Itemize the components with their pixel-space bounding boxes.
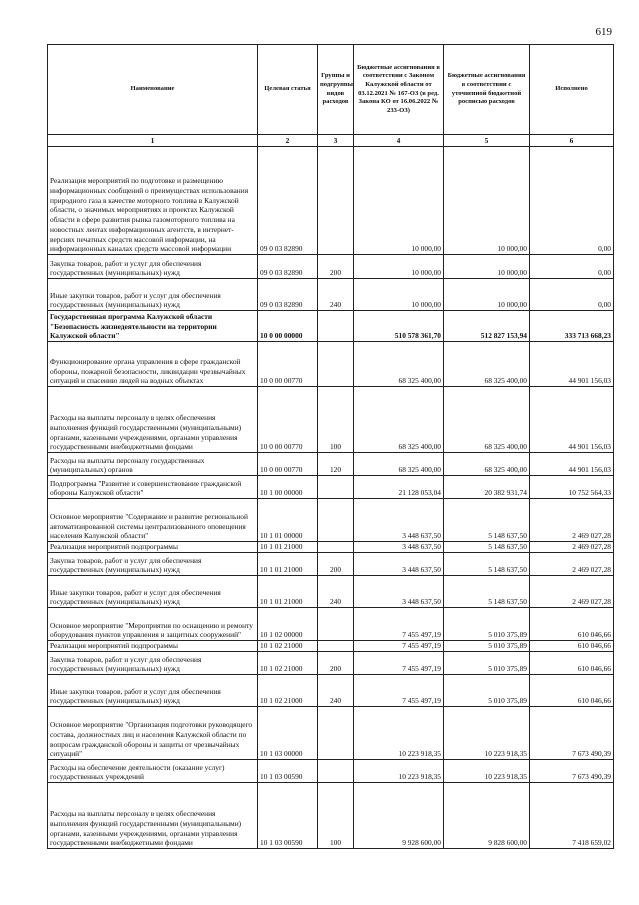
row-refined: 5 148 637,50 — [444, 542, 530, 553]
row-expense-group — [318, 542, 354, 553]
row-expense-group — [318, 608, 354, 641]
row-refined: 10 223 918,35 — [444, 760, 530, 783]
row-name: Реализация мероприятий подпрограммы — [48, 542, 258, 553]
row-executed: 7 673 490,39 — [530, 707, 614, 760]
row-name: Основное мероприятие "Содержание и развитие региональной автоматизированной системы централизованного оповещения населения Калужской области" — [48, 499, 258, 542]
row-target-article: 09 0 03 82890 — [258, 147, 318, 255]
header-name: Наименование — [48, 45, 258, 135]
header-executed: Исполнено — [530, 45, 614, 135]
budget-execution-table — [47, 44, 614, 849]
row-refined: 5 148 637,50 — [444, 499, 530, 542]
row-target-article: 10 1 03 00590 — [258, 760, 318, 783]
row-refined: 68 325 400,00 — [444, 387, 530, 453]
row-refined: 5 148 637,50 — [444, 576, 530, 608]
row-executed: 333 713 668,23 — [530, 311, 614, 342]
row-refined: 68 325 400,00 — [444, 453, 530, 476]
row-target-article: 09 0 03 82890 — [258, 255, 318, 279]
row-name: Иные закупки товаров, работ и услуг для обеспечения государственных (муниципальных) нужд — [48, 279, 258, 311]
row-name: Иные закупки товаров, работ и услуг для обеспечения государственных (муниципальных) нужд — [48, 576, 258, 608]
row-target-article: 10 0 00 00770 — [258, 453, 318, 476]
row-target-article: 10 1 02 21000 — [258, 641, 318, 652]
row-refined: 5 010 375,89 — [444, 641, 530, 652]
row-executed: 7 418 659,02 — [530, 783, 614, 849]
row-approved: 7 455 497,19 — [354, 641, 444, 652]
table-row — [48, 641, 614, 652]
row-expense-group — [318, 499, 354, 542]
table-row — [48, 499, 614, 542]
table-row — [48, 387, 614, 453]
row-target-article: 09 0 03 82890 — [258, 279, 318, 311]
row-executed: 44 901 156,03 — [530, 453, 614, 476]
row-target-article: 10 1 00 00000 — [258, 476, 318, 499]
row-executed: 44 901 156,03 — [530, 342, 614, 387]
row-executed: 610 046,66 — [530, 652, 614, 675]
row-approved: 7 455 497,19 — [354, 652, 444, 675]
header-target-article: Целевая статья — [258, 45, 318, 135]
row-approved: 68 325 400,00 — [354, 342, 444, 387]
row-executed: 2 469 027,28 — [530, 553, 614, 576]
row-refined: 10 000,00 — [444, 255, 530, 279]
row-expense-group: 120 — [318, 453, 354, 476]
header-expense-group: Группы и подгруппы видов расходов — [318, 45, 354, 135]
row-refined: 5 010 375,89 — [444, 675, 530, 707]
row-refined: 512 827 153,94 — [444, 311, 530, 342]
row-executed: 2 469 027,28 — [530, 576, 614, 608]
row-target-article: 10 1 01 21000 — [258, 576, 318, 608]
table-row — [48, 675, 614, 707]
table-row — [48, 542, 614, 553]
row-expense-group: 200 — [318, 553, 354, 576]
row-executed: 2 469 027,28 — [530, 542, 614, 553]
row-refined: 9 828 600,00 — [444, 783, 530, 849]
row-refined: 10 223 918,35 — [444, 707, 530, 760]
table-row — [48, 476, 614, 499]
header-refined-appropriations: Бюджетные ассигнования в соответствии с уточненной бюджетной росписью расходов — [444, 45, 530, 135]
row-approved: 3 448 637,50 — [354, 576, 444, 608]
row-target-article: 10 1 02 21000 — [258, 675, 318, 707]
table-row — [48, 255, 614, 279]
row-executed: 610 046,66 — [530, 641, 614, 652]
row-target-article: 10 1 01 21000 — [258, 553, 318, 576]
row-executed: 0,00 — [530, 279, 614, 311]
row-executed: 7 673 490,39 — [530, 760, 614, 783]
row-refined: 5 010 375,89 — [444, 652, 530, 675]
row-approved: 10 223 918,35 — [354, 707, 444, 760]
row-name: Расходы на выплаты персоналу в целях обеспечения выполнения функций государственными (муниципальными) органами, казенными учреждениями, органами управления государственными внебюджетными фондами — [48, 783, 258, 849]
row-expense-group: 240 — [318, 279, 354, 311]
column-number: 2 — [258, 135, 318, 147]
row-approved: 68 325 400,00 — [354, 453, 444, 476]
row-executed: 610 046,66 — [530, 675, 614, 707]
row-executed: 610 046,66 — [530, 608, 614, 641]
table-row — [48, 453, 614, 476]
row-name: Иные закупки товаров, работ и услуг для обеспечения государственных (муниципальных) нужд — [48, 675, 258, 707]
table-row — [48, 760, 614, 783]
row-approved: 68 325 400,00 — [354, 387, 444, 453]
row-target-article: 10 0 00 00770 — [258, 342, 318, 387]
table-row — [48, 553, 614, 576]
table-row — [48, 608, 614, 641]
row-name: Подпрограмма "Развитие и совершенствование гражданской обороны Калужской области" — [48, 476, 258, 499]
row-executed: 44 901 156,03 — [530, 387, 614, 453]
table-row — [48, 707, 614, 760]
row-approved: 21 128 053,04 — [354, 476, 444, 499]
row-expense-group: 200 — [318, 255, 354, 279]
column-number-row — [48, 135, 614, 147]
row-name: Функционирование органа управления в сфере гражданской обороны, пожарной безопасности, ликвидации чрезвычайных ситуаций и спасению людей на водных объектах — [48, 342, 258, 387]
row-refined: 10 000,00 — [444, 147, 530, 255]
table-row — [48, 311, 614, 342]
column-number: 1 — [48, 135, 258, 147]
row-approved: 3 448 637,50 — [354, 542, 444, 553]
row-target-article: 10 1 02 21000 — [258, 652, 318, 675]
row-approved: 10 000,00 — [354, 147, 444, 255]
column-number: 4 — [354, 135, 444, 147]
table-row — [48, 279, 614, 311]
header-approved-appropriations: Бюджетные ассигнования в соответствии с Законом Калужской области от 03.12.2021 № 167-ОЗ (в ред. Закона КО от 16.06.2022 № 233-ОЗ) — [354, 45, 444, 135]
row-expense-group — [318, 342, 354, 387]
row-approved: 7 455 497,19 — [354, 675, 444, 707]
row-name: Реализация мероприятий подпрограммы — [48, 641, 258, 652]
row-approved: 510 578 361,70 — [354, 311, 444, 342]
page-number: 619 — [595, 26, 612, 38]
row-name: Государственная программа Калужской области "Безопасность жизнедеятельности на территории Калужской области" — [48, 311, 258, 342]
row-name: Основное мероприятие "Организация подготовки руководящего состава, должностных лиц и населения Калужской области по вопросам гражданской обороны и защиты от чрезвычайных ситуаций" — [48, 707, 258, 760]
row-approved: 10 000,00 — [354, 279, 444, 311]
row-approved: 10 223 918,35 — [354, 760, 444, 783]
row-name: Закупка товаров, работ и услуг для обеспечения государственных (муниципальных) нужд — [48, 553, 258, 576]
row-expense-group: 240 — [318, 675, 354, 707]
row-refined: 20 382 931,74 — [444, 476, 530, 499]
row-target-article: 10 1 03 00590 — [258, 783, 318, 849]
row-name: Основное мероприятие "Мероприятия по оснащению и ремонту оборудования пунктов управления и защитных сооружений" — [48, 608, 258, 641]
table-row — [48, 783, 614, 849]
row-name: Расходы на выплаты персоналу в целях обеспечения выполнения функций государственными (муниципальными) органами, казенными учреждениями, органами управления государственными внебюджетными фондами — [48, 387, 258, 453]
row-expense-group: 100 — [318, 783, 354, 849]
row-expense-group — [318, 476, 354, 499]
row-approved: 3 448 637,50 — [354, 553, 444, 576]
table-row — [48, 576, 614, 608]
row-approved: 9 928 600,00 — [354, 783, 444, 849]
table-row — [48, 147, 614, 255]
row-approved: 10 000,00 — [354, 255, 444, 279]
row-approved: 3 448 637,50 — [354, 499, 444, 542]
row-executed: 2 469 027,28 — [530, 499, 614, 542]
row-executed: 0,00 — [530, 255, 614, 279]
row-name: Закупка товаров, работ и услуг для обеспечения государственных (муниципальных) нужд — [48, 255, 258, 279]
row-target-article: 10 1 01 00000 — [258, 499, 318, 542]
row-approved: 7 455 497,19 — [354, 608, 444, 641]
row-refined: 5 148 637,50 — [444, 553, 530, 576]
row-target-article: 10 0 00 00770 — [258, 387, 318, 453]
row-refined: 10 000,00 — [444, 279, 530, 311]
row-expense-group — [318, 147, 354, 255]
row-target-article: 10 1 01 21000 — [258, 542, 318, 553]
table-header-row — [48, 45, 614, 135]
column-number: 3 — [318, 135, 354, 147]
row-name: Расходы на обеспечение деятельности (оказание услуг) государственных учреждений — [48, 760, 258, 783]
row-refined: 68 325 400,00 — [444, 342, 530, 387]
table-row — [48, 652, 614, 675]
row-expense-group — [318, 641, 354, 652]
row-refined: 5 010 375,89 — [444, 608, 530, 641]
row-expense-group — [318, 707, 354, 760]
row-name: Закупка товаров, работ и услуг для обеспечения государственных (муниципальных) нужд — [48, 652, 258, 675]
row-target-article: 10 1 02 00000 — [258, 608, 318, 641]
row-expense-group — [318, 760, 354, 783]
row-executed: 10 752 564,33 — [530, 476, 614, 499]
row-target-article: 10 0 00 00000 — [258, 311, 318, 342]
row-expense-group: 240 — [318, 576, 354, 608]
row-expense-group: 200 — [318, 652, 354, 675]
row-expense-group: 100 — [318, 387, 354, 453]
row-name: Реализация мероприятий по подготовке и размещению информационных сообщений о преимуществах использования природного газа в качестве моторного топлива в Калужской области, о значимых мероприятиях и проектах Калужской области в сфере развития рынка газомоторного топлива на новостных лентах информационных агентств, в интернет-версиях печатных средств массовой информации, на информационных каналах средств массовой информации — [48, 147, 258, 255]
column-number: 5 — [444, 135, 530, 147]
row-expense-group — [318, 311, 354, 342]
table-row — [48, 342, 614, 387]
row-name: Расходы на выплаты персоналу государственных (муниципальных) органов — [48, 453, 258, 476]
column-number: 6 — [530, 135, 614, 147]
row-executed: 0,00 — [530, 147, 614, 255]
row-target-article: 10 1 03 00000 — [258, 707, 318, 760]
